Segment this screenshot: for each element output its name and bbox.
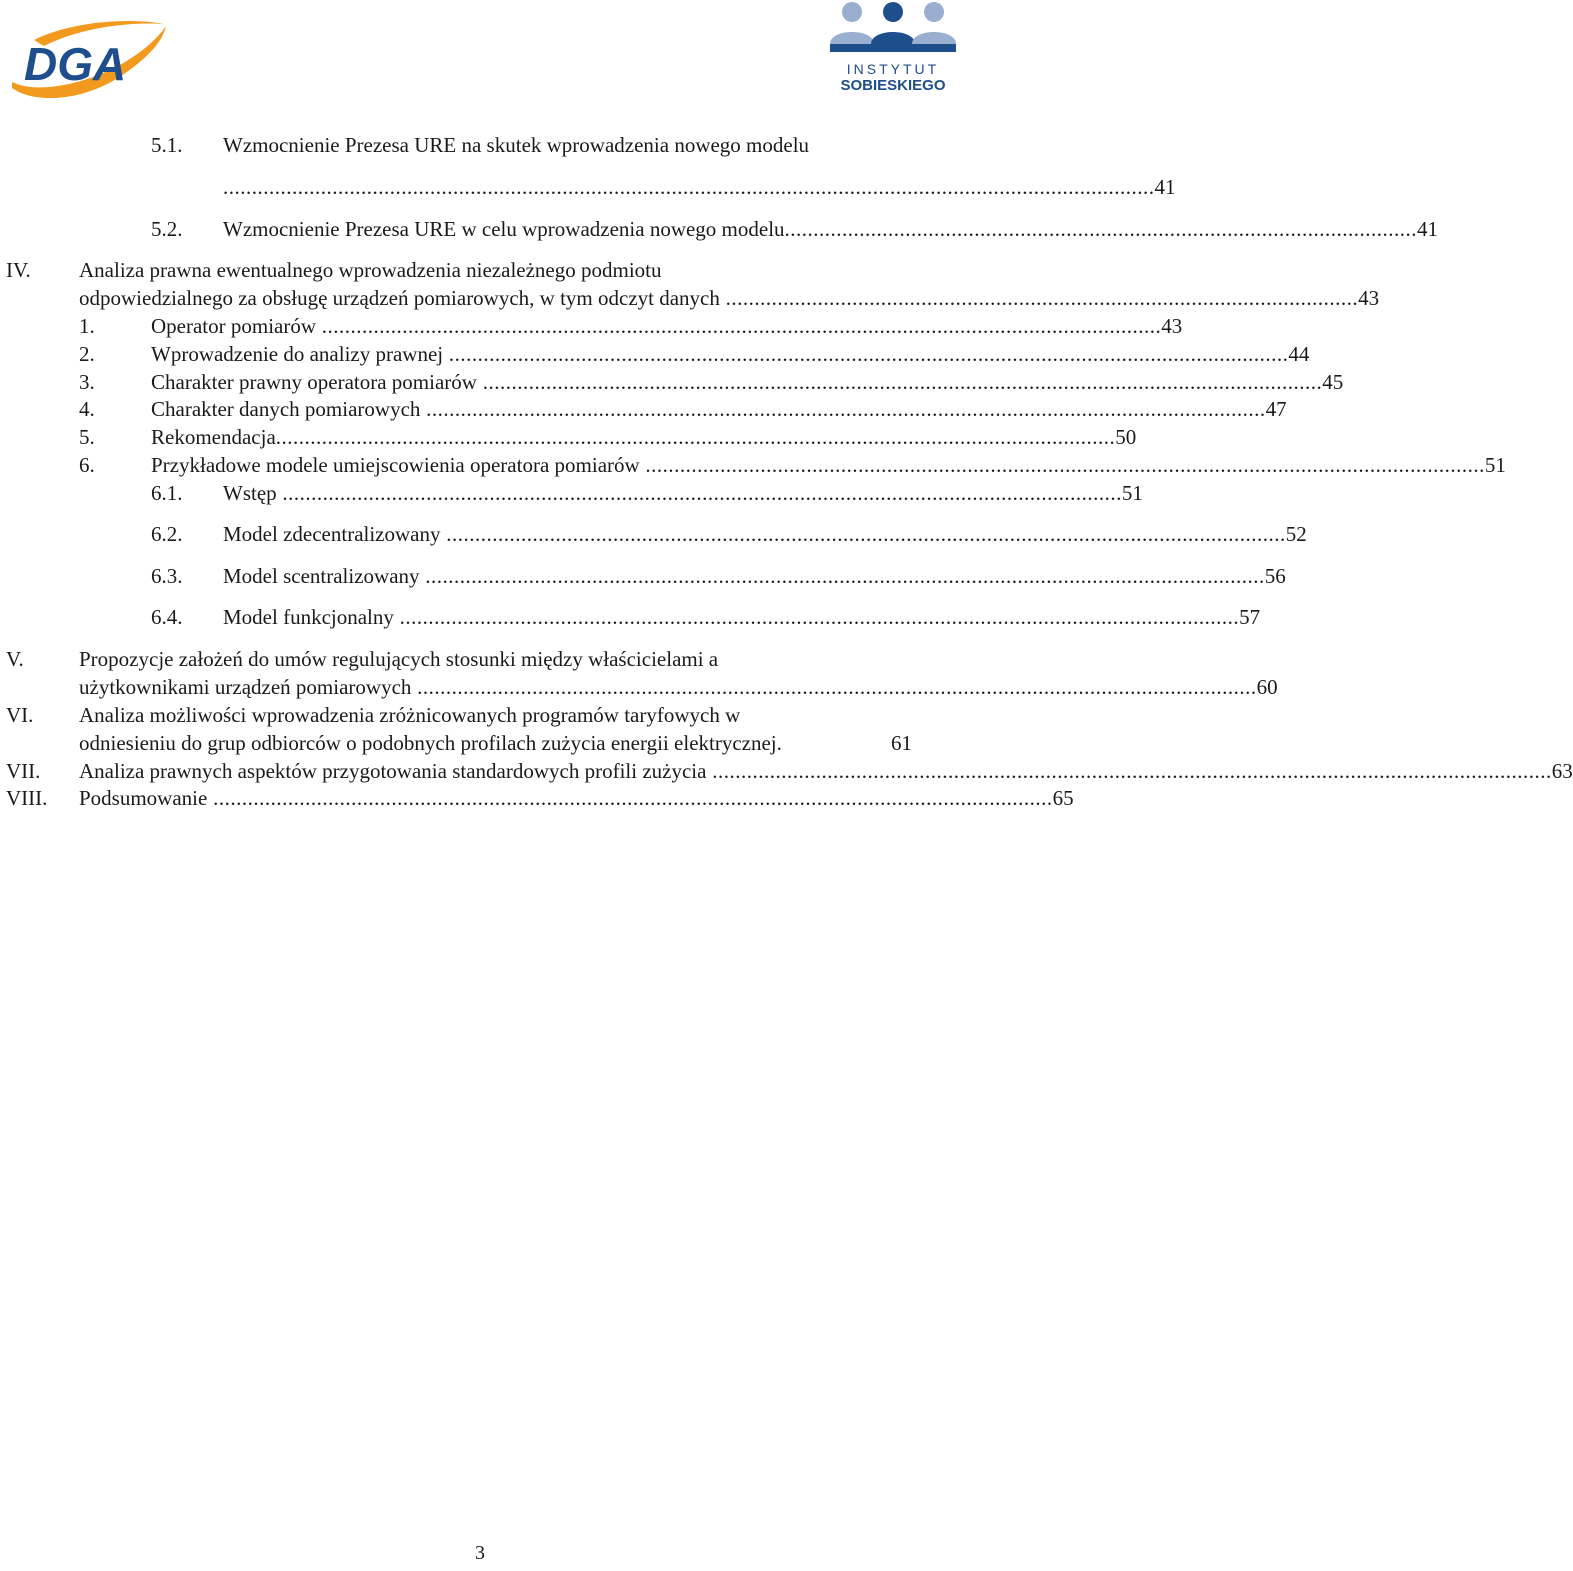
toc-entry-leader-line [151, 451, 1506, 479]
toc-entry-leader-line [151, 395, 1287, 423]
toc-entry-5-1[interactable] [0, 131, 1176, 201]
toc-entry-number: 4. [79, 397, 95, 421]
toc-entry-page: 51 [1121, 481, 1143, 505]
toc-entry-title: Wprowadzenie do analizy prawnej [151, 342, 444, 366]
toc-entry-page: 52 [1285, 522, 1307, 546]
toc-entry-title: Analiza prawna ewentualnego wprowadzenia niezależnego podmiotu [79, 258, 662, 282]
toc-entry-page: 61 [891, 731, 912, 755]
toc-leader-dots: .................................................................................................................................................. [419, 564, 1265, 588]
toc-entry-V[interactable] [0, 645, 1278, 701]
toc-entry-title: Przykładowe modele umiejscowienia operatora pomiarów [151, 453, 640, 477]
toc-entry-title: Wstęp [223, 481, 277, 505]
instytut-sobieskiego-logo [826, 0, 960, 100]
toc-entry-leader-line [79, 784, 1074, 812]
toc-entry-number: V. [6, 647, 24, 671]
toc-entry-number: IV. [6, 258, 31, 282]
toc-entry-page: 65 [1052, 786, 1074, 810]
toc-entry-title-cont: odpowiedzialnego za obsługę urządzeń pomiarowych, w tym odczyt danych [79, 286, 720, 310]
toc-entry-page: 41 [1154, 175, 1176, 199]
toc-entry-number: 5. [79, 425, 95, 449]
toc-entry-title: Charakter prawny operatora pomiarów [151, 370, 477, 394]
toc-entry-number: 5.2. [151, 217, 183, 241]
toc-entry-IV[interactable] [0, 256, 1380, 312]
toc-leader-dots: .................................................................................................................................................. [476, 370, 1323, 394]
dga-logo-text: DGA [24, 38, 127, 90]
toc-entry-title: Operator pomiarów [151, 314, 317, 338]
toc-leader-dots: .............................................................................................................. [784, 217, 1418, 241]
toc-entry-number: 3. [79, 370, 95, 394]
toc-entry-page: 57 [1239, 605, 1261, 629]
toc-leader-dots: .................................................................................................................................................. [276, 481, 1122, 505]
toc-entry-title: Rekomendacja [151, 425, 276, 449]
toc-entry-leader-line [79, 729, 912, 757]
dga-logo-graphic [4, 16, 170, 108]
toc-entry-page: 47 [1265, 397, 1287, 421]
toc-entry-number: 6.4. [151, 605, 183, 629]
toc-entry-title-cont: użytkownikami urządzeń pomiarowych [79, 675, 412, 699]
toc-entry-page: 63 [1551, 759, 1573, 783]
toc-leader-dots: .................................................................................................................................................. [207, 786, 1053, 810]
toc-leader-dots [782, 729, 891, 757]
toc-entry-number: 2. [79, 342, 95, 366]
toc-leader-dots: .................................................................................................................................................. [706, 759, 1552, 783]
instytut-logo-line2: SOBIESKIEGO [840, 77, 946, 94]
toc-entry-number: 6.1. [151, 481, 183, 505]
toc-entry-page: 43 [1161, 314, 1183, 338]
toc-leader-dots: .................................................................................................................................................. [443, 342, 1289, 366]
toc-entry-page: 45 [1322, 370, 1344, 394]
instytut-logo-line1: INSTYTUT [846, 61, 940, 77]
toc-entry-title: Analiza prawnych aspektów przygotowania standardowych profili zużycia [79, 759, 707, 783]
instytut-people-icon [826, 0, 960, 60]
toc-entry-title: Charakter danych pomiarowych [151, 397, 421, 421]
toc-entry-title: Wzmocnienie Prezesa URE w celu wprowadzenia nowego modelu [223, 217, 785, 241]
toc-leader-dots: .................................................................................................................................................. [411, 675, 1257, 699]
toc-entry-VI[interactable] [0, 701, 960, 757]
toc-entry-leader-line [223, 215, 1439, 243]
toc-entry-title: Wzmocnienie Prezesa URE na skutek wprowadzenia nowego modelu [223, 133, 810, 157]
toc-entry-leader-line [79, 284, 1380, 312]
toc-entry-title: Podsumowanie [79, 786, 208, 810]
toc-entry-number: VIII. [6, 786, 48, 810]
page-header [0, 0, 960, 115]
toc-entry-page: 43 [1358, 286, 1380, 310]
page-number: 3 [475, 1542, 485, 1564]
toc-entry-page: 41 [1417, 217, 1439, 241]
toc-entry-title: Model funkcjonalny [223, 605, 394, 629]
toc-entry-title: Model zdecentralizowany [223, 522, 441, 546]
toc-entry-page: 44 [1288, 342, 1310, 366]
toc-entry-leader-line [151, 312, 1183, 340]
toc-entry-page: 60 [1256, 675, 1278, 699]
toc-entry-leader-line [223, 562, 1286, 590]
toc-entry-leader-line [223, 520, 1307, 548]
toc-leader-dots: .................................................................................................................................................. [420, 397, 1266, 421]
toc-entry-title-cont: odniesieniu do grup odbiorców o podobnych profilach zużycia energii elektrycznej. [79, 731, 782, 755]
toc-entry-page: 50 [1115, 425, 1137, 449]
toc-leader-dots: .............................................................................................................. [719, 286, 1359, 310]
dga-logo [4, 16, 170, 108]
toc-entry-page: 56 [1264, 564, 1286, 588]
toc-entry-number: VII. [6, 759, 41, 783]
toc-entry-leader-line [79, 757, 1573, 785]
toc-entry-title: Model scentralizowany [223, 564, 420, 588]
toc-leader-dots: .................................................................................................................................................. [316, 314, 1162, 338]
toc-entry-number: 6.3. [151, 564, 183, 588]
toc-entry-page: 51 [1484, 453, 1506, 477]
toc-entry-leader-line [223, 173, 1176, 201]
toc-leader-dots: .................................................................................................................................................. [639, 453, 1485, 477]
toc-leader-dots: .................................................................................................................................................. [440, 522, 1286, 546]
toc-entry-leader-line [151, 368, 1344, 396]
toc-entry-number: 6. [79, 453, 95, 477]
toc-entry-number: 5.1. [151, 133, 183, 157]
toc-leader-dots: .................................................................................................................................................. [393, 605, 1240, 629]
toc-entry-title: Analiza możliwości wprowadzenia zróżnicowanych programów taryfowych w [79, 703, 741, 727]
toc-entry-number: 6.2. [151, 522, 183, 546]
toc-entry-leader-line [223, 603, 1261, 631]
toc-entry-title: Propozycje założeń do umów regulujących stosunki między właścicielami a [79, 647, 719, 671]
toc-leader-dots: .................................................................................................................................................................. [223, 175, 1155, 199]
toc-entry-leader-line [79, 673, 1278, 701]
toc-entry-leader-line [223, 479, 1143, 507]
toc-entry-leader-line [151, 423, 1137, 451]
toc-entry-number: VI. [6, 703, 34, 727]
toc-entry-number: 1. [79, 314, 95, 338]
toc-leader-dots: .................................................................................................................................................. [275, 425, 1116, 449]
toc-entry-leader-line [151, 340, 1310, 368]
